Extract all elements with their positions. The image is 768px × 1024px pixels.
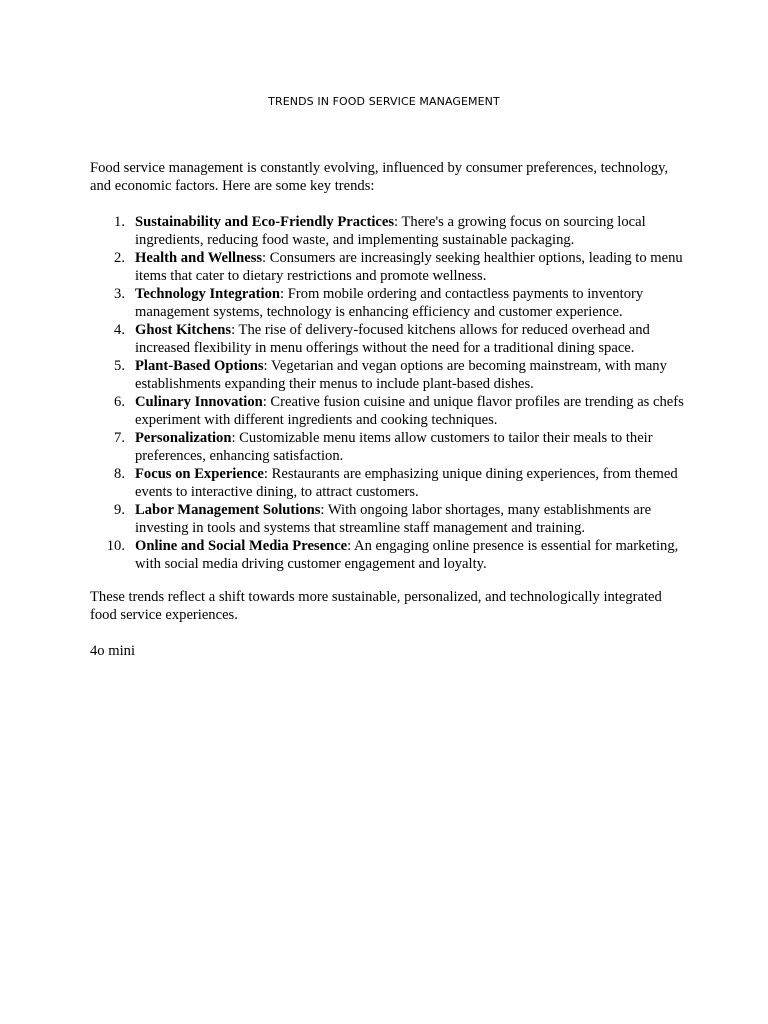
list-item <box>90 357 685 393</box>
list-item <box>90 393 685 429</box>
conclusion-paragraph: These trends reflect a shift towards more sustainable, personalized, and technologically integrated food service experiences. <box>90 589 662 623</box>
list-item-title: Focus on Experience <box>135 466 264 482</box>
trends-list <box>90 213 685 573</box>
list-item-text: : Consumers are increasingly seeking healthier options, leading to menu items that cater to dietary restrictions and promote wellness. <box>135 250 683 284</box>
list-item <box>90 501 685 537</box>
list-item <box>90 537 685 573</box>
list-item-number: 4. <box>114 322 125 338</box>
list-item-title: Ghost Kitchens <box>135 322 232 338</box>
list-item-number: 9. <box>114 502 125 518</box>
list-item-text: : There's a growing focus on sourcing local ingredients, reducing food waste, and implementing sustainable packaging. <box>135 214 646 248</box>
document-title: TRENDS IN FOOD SERVICE MANAGEMENT <box>268 95 500 108</box>
model-note: 4o mini <box>90 643 135 659</box>
list-item-text: : An engaging online presence is essential for marketing, with social media driving customer engagement and loyalty. <box>135 538 679 572</box>
list-item-title: Technology Integration <box>135 286 281 302</box>
list-item-number: 7. <box>114 430 125 446</box>
list-item <box>90 213 685 249</box>
list-item-text: : From mobile ordering and contactless payments to inventory management systems, technology is enhancing efficiency and customer experience. <box>135 286 644 320</box>
list-item-number: 6. <box>114 394 125 410</box>
list-item-number: 8. <box>114 466 125 482</box>
list-item-title: Personalization <box>135 430 232 446</box>
list-item-title: Online and Social Media Presence <box>135 538 348 554</box>
list-item-title: Culinary Innovation <box>135 394 263 410</box>
list-item-text: : Restaurants are emphasizing unique dining experiences, from themed events to interactive dining, to attract customers. <box>135 466 678 500</box>
list-item-text: : The rise of delivery-focused kitchens allows for reduced overhead and increased flexibility in menu offerings without the need for a traditional dining space. <box>135 322 650 356</box>
list-item <box>90 429 685 465</box>
list-item <box>90 321 685 357</box>
list-item-text: : Creative fusion cuisine and unique flavor profiles are trending as chefs experiment with different ingredients and cooking techniques. <box>135 394 684 428</box>
list-item <box>90 249 685 285</box>
list-item-title: Sustainability and Eco-Friendly Practices <box>135 214 395 230</box>
list-item-number: 3. <box>114 286 125 302</box>
list-item-title: Plant-Based Options <box>135 358 264 374</box>
list-item-text: : Vegetarian and vegan options are becoming mainstream, with many establishments expanding their menus to include plant-based dishes. <box>135 358 667 392</box>
list-item-number: 2. <box>114 250 125 266</box>
list-item-number: 5. <box>114 358 125 374</box>
list-item-title: Labor Management Solutions <box>135 502 321 518</box>
list-item-text: : With ongoing labor shortages, many establishments are investing in tools and systems that streamline staff management and training. <box>135 502 652 536</box>
list-item <box>90 465 685 501</box>
list-item-number: 1. <box>114 214 125 230</box>
list-item-title: Health and Wellness <box>135 250 263 266</box>
list-item-number: 10. <box>106 538 125 554</box>
list-item-text: : Customizable menu items allow customers to tailor their meals to their preferences, enhancing satisfaction. <box>135 430 653 464</box>
intro-paragraph: Food service management is constantly evolving, influenced by consumer preferences, technology, and economic factors. Here are some key trends: <box>90 160 669 194</box>
list-item <box>90 285 685 321</box>
